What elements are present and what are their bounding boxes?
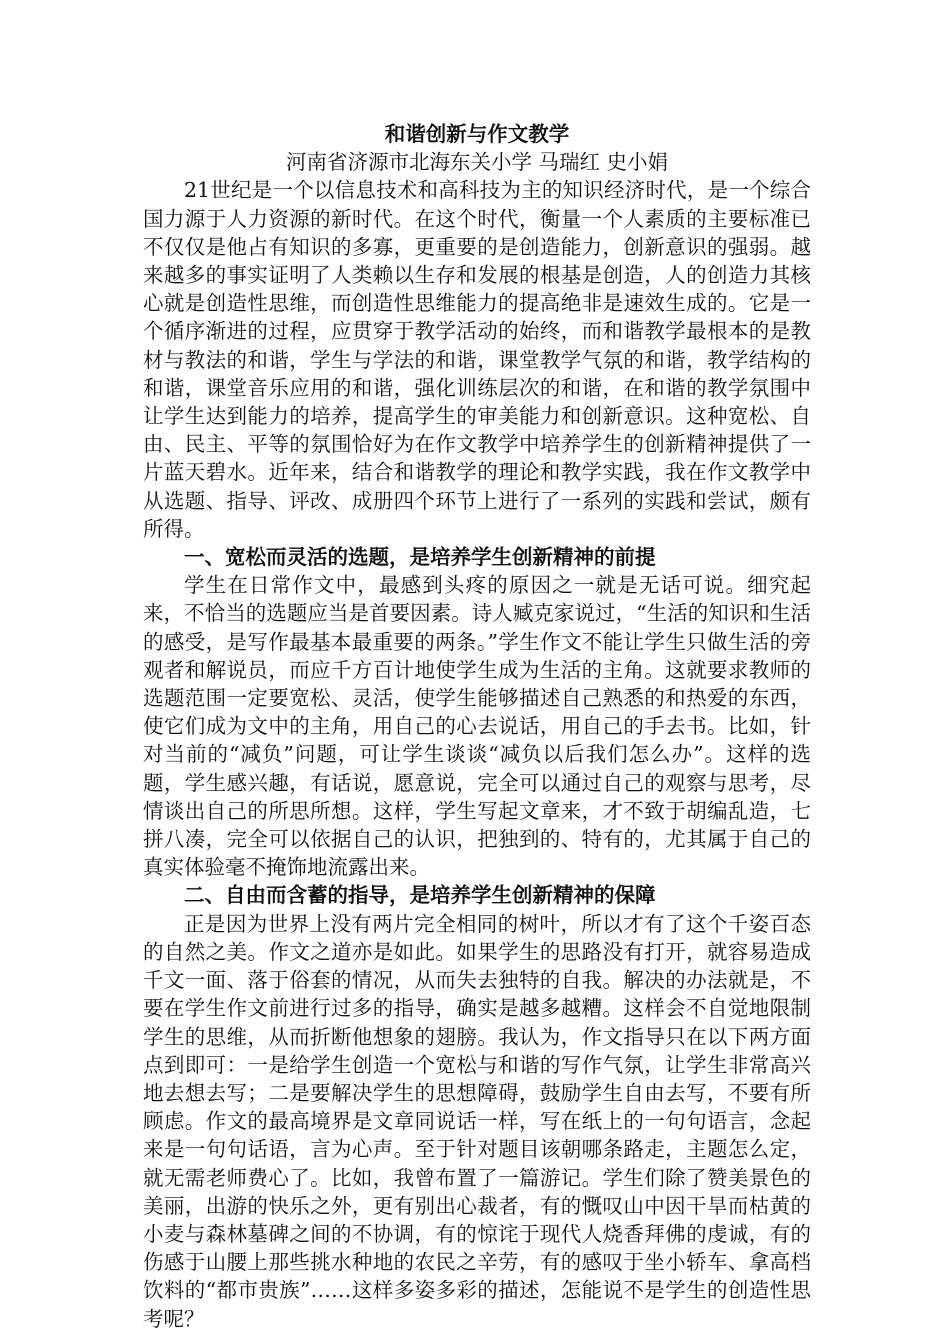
- document-title: 和谐创新与作文教学: [384, 122, 570, 146]
- intro-paragraph: 21世纪是一个以信息技术和高科技为主的知识经济时代，是一个综合国力源于人力资源的新时代。在这个时代，衡量一个人素质的主要标准已不仅仅是他占有知识的多寡，更重要的是创造能力，创新意识的强弱。越来越多的事实证明了人类赖以生存和发展的根基是创造，人的创造力其核心就是创造性思维，而创造性思维能力的提高绝非是速效生成的。它是一个循序渐进的过程，应贯穿于教学活动的始终，而和谐教学最根本的是教材与教法的和谐，学生与学法的和谐，课堂教学气氛的和谐，教学结构的和谐，课堂音乐应用的和谐，强化训练层次的和谐，在和谐的教学氛围中让学生达到能力的培养，提高学生的审美能力和创新意识。这种宽松、自由、民主、平等的氛围恰好为在作文教学中培养学生的创新精神提供了一片蓝天碧水。近年来，结合和谐教学的理论和教学实践，我在作文教学中从选题、指导、评改、成册四个环节上进行了一系列的实践和尝试，颇有所得。: [143, 178, 811, 541]
- section-2-paragraph: 正是因为世界上没有两片完全相同的树叶，所以才有了这个千姿百态的自然之美。作文之道亦是如此。如果学生的思路没有打开，就容易造成千文一面、落于俗套的情况，从而失去独特的自我。解决的办法就是，不要在学生作文前进行过多的指导，确实是越多越糟。这样会不自觉地限制学生的思维，从而折断他想象的翅膀。我认为，作文指导只在以下两方面点到即可：一是给学生创造一个宽松与和谐的写作气氛，让学生非常高兴地去想去写；二是要解决学生的思想障碍，鼓励学生自由去写，不要有所顾虑。作文的最高境界是文章同说话一样，写在纸上的一句句语言，念起来是一句句话语，言为心声。至于针对题目该朝哪条路走，主题怎么定，就无需老师费心了。比如，我曾布置了一篇游记。学生们除了赞美景色的美丽，出游的快乐之外，更有别出心裁者，有的慨叹山中因干旱而枯黄的小麦与森林墓碑之间的不协调，有的惊诧于现代人烧香拜佛的虔诚，有的伤感于山腰上那些挑水种地的农民之辛劳，有的感叹于坐小轿车、拿高档饮料的“都市贵族”……这样多姿多彩的描述，怎能说不是学生的创造性思考呢？: [143, 911, 811, 1331]
- author-line: 河南省济源市北海东关小学 马瑞红 史小娟: [285, 150, 669, 175]
- section-1-paragraph: 学生在日常作文中，最感到头疼的原因之一就是无话可说。细究起来，不恰当的选题应当是首要因素。诗人臧克家说过，“生活的知识和生活的感受，是写作最基本最重要的两条。”学生作文不能让学生只做生活的旁观者和解说员，而应千方百计地使学生成为生活的主角。这就要求教师的选题范围一定要宽松、灵活，使学生能够描述自己熟悉的和热爱的东西，使它们成为文中的主角，用自己的心去说话，用自己的手去书。比如，针对当前的“减负”问题，可让学生谈谈“减负以后我们怎么办”。这样的选题，学生感兴趣，有话说，愿意说，完全可以通过自己的观察与思考，尽情谈出自己的所思所想。这样，学生写起文章来，才不致于胡编乱造，七拼八凑，完全可以依据自己的认识，把独到的、特有的，尤其属于自己的真实体验毫不掩饰地流露出来。: [143, 573, 811, 880]
- section-1-heading: 一、宽松而灵活的选题，是培养学生创新精神的前提: [184, 545, 656, 570]
- section-2-heading: 二、自由而含蓄的指导，是培养学生创新精神的保障: [184, 883, 656, 908]
- document-page: [143, 120, 811, 1333]
